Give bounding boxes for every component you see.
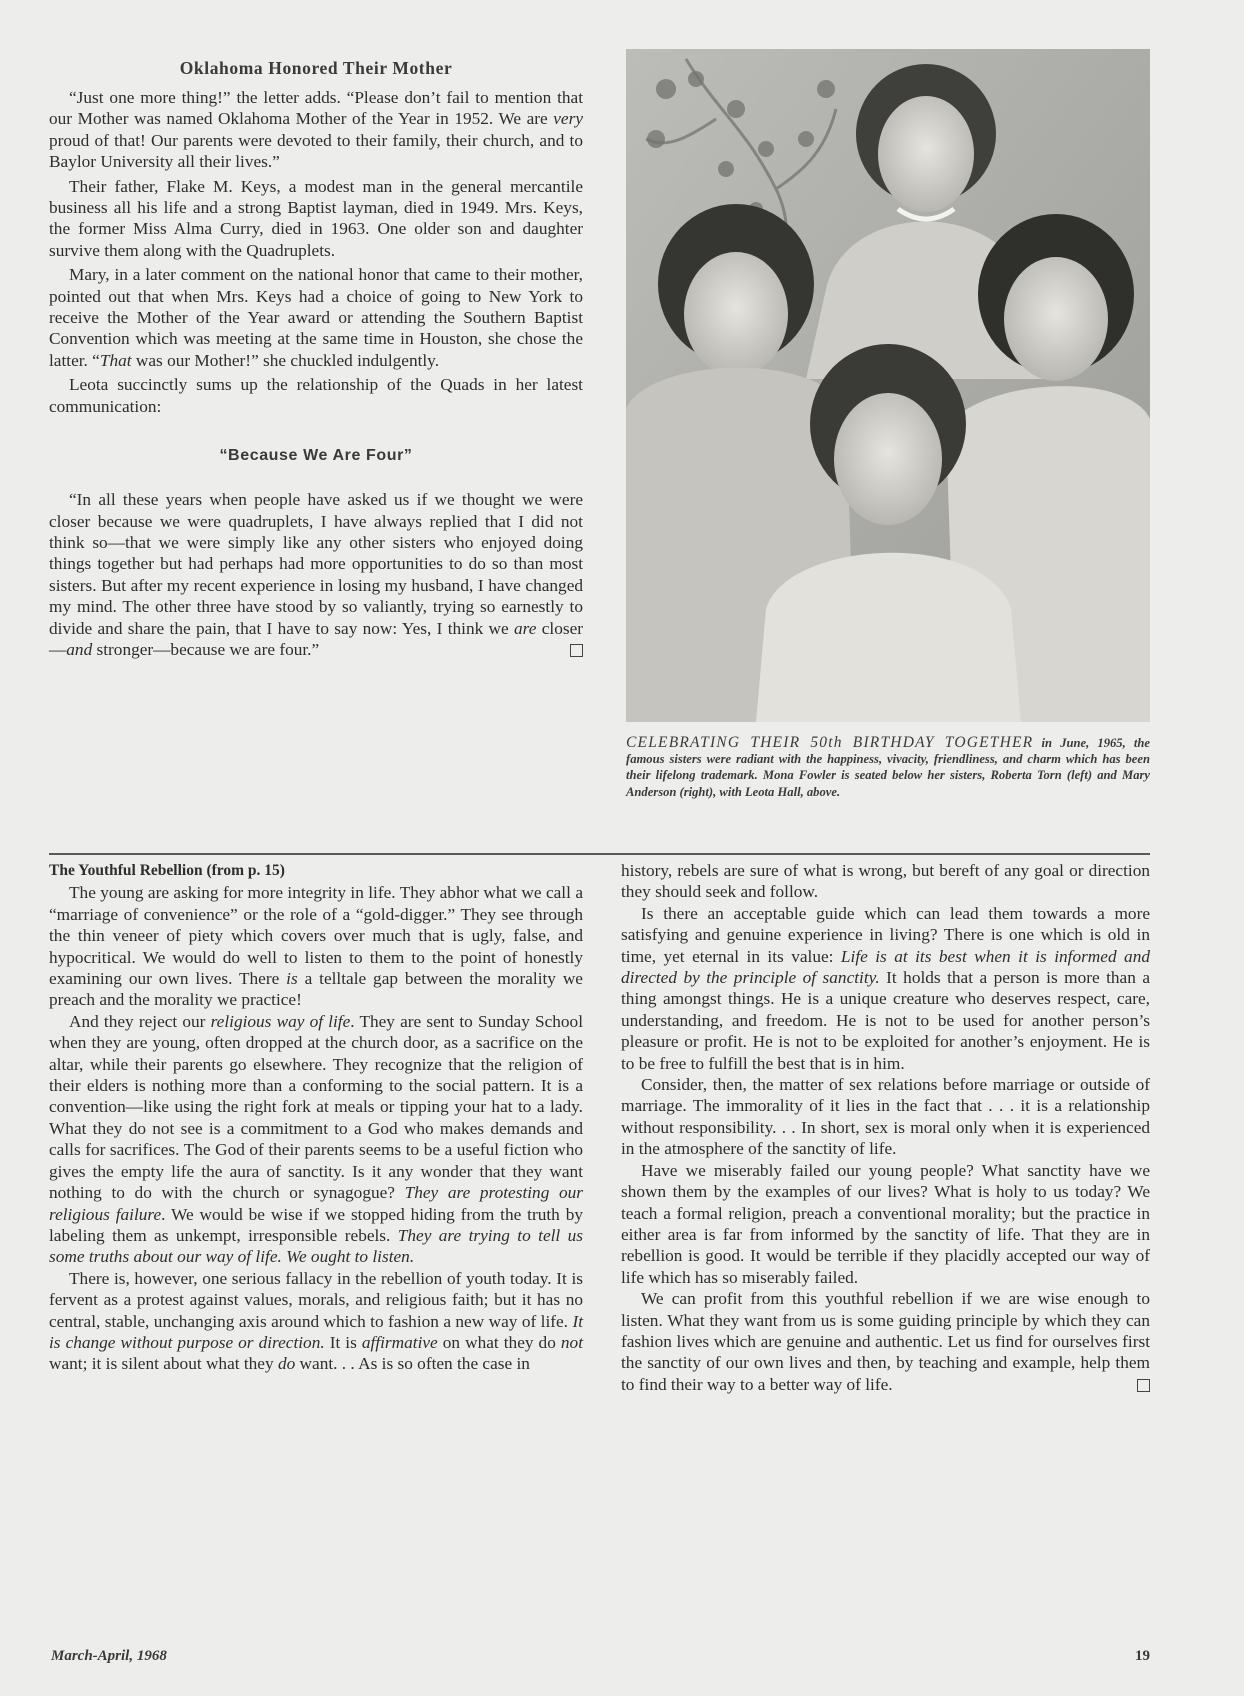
text: “In all these years when people have asked us if we thought we were closer because we were quadruplets, I have always replied that I did not think so—that we were simply like any other sisters who enjoyed doing things together but had perhaps had more opportunities to do so than most sisters. But after my recent experience in losing my husband, I have changed my mind. The other three have stood by so valiantly, trying so earnestly to divide and share the pain, that I have to say now: Yes, I think we bbox=[49, 490, 583, 638]
emphasis: That bbox=[99, 350, 132, 370]
page-number: 19 bbox=[1135, 1648, 1150, 1664]
emphasis: religious way of life bbox=[210, 1011, 351, 1031]
paragraph bbox=[49, 264, 583, 371]
emphasis: They are protesting our religious failure bbox=[49, 1183, 583, 1224]
end-mark-icon bbox=[1137, 1379, 1150, 1392]
paragraph bbox=[49, 1011, 583, 1268]
text: want; it is silent about what they bbox=[49, 1354, 278, 1374]
paragraph: Consider, then, the matter of sex relations before marriage or outside of marriage. The immorality of it lies in the fact that . . . it is a relationship without responsibility. . . In short, sex is moral only when it is experienced in the atmosphere of the sanctity of life. bbox=[621, 1075, 1150, 1159]
emphasis: They are trying to tell us some truths about our way of life. We ought to listen. bbox=[49, 1225, 583, 1267]
caption-text: in June, 1965, the famous sisters were radiant with the happiness, vivacity, friendliness, and charm which has been their lifelong trademark. Mona Fowler is seated below her sisters, Roberta Torn (left) and Mary Anderson (right), with Leota Hall, above. bbox=[626, 736, 1150, 799]
text: . They are sent to Sunday School when they are young, often dropped at the church door, as a sacrifice on the altar, while their parents go elsewhere. They recognize that the religion of their elders is nothing more than a conforming to the social pattern. It is a convention—like using the right fork at meals or tipping your hat to a lady. What they do not see is a commitment to a God who makes demands and calls for sacrifices. The God of their parents seems to be a useful fiction who gives the empty life the aura of sanctity. Is it any wonder that they want nothing to do with the church or synagogue? bbox=[49, 1011, 584, 1203]
paragraph bbox=[621, 903, 1150, 1074]
paragraph bbox=[621, 1288, 1150, 1395]
horizontal-rule bbox=[49, 853, 1150, 855]
emphasis: very bbox=[553, 109, 583, 129]
text: stronger—because we are four.” bbox=[92, 639, 320, 659]
bottom-left-column bbox=[49, 860, 583, 1375]
text: want. . . As is so often the case in bbox=[295, 1354, 530, 1374]
text: And they reject our bbox=[69, 1011, 211, 1031]
text: It is bbox=[324, 1332, 362, 1352]
caption-lead: CELEBRATING THEIR 50th BIRTHDAY TOGETHER bbox=[626, 734, 1034, 751]
end-mark-icon bbox=[570, 644, 583, 657]
emphasis: and bbox=[66, 639, 93, 659]
heading-oklahoma-honored: Oklahoma Honored Their Mother bbox=[179, 58, 453, 78]
emphasis: affirmative bbox=[361, 1332, 438, 1352]
bottom-right-column bbox=[621, 860, 1150, 1395]
paragraph: Leota succinctly sums up the relationship of the Quads in her latest communication: bbox=[49, 375, 583, 416]
emphasis: do bbox=[277, 1354, 296, 1374]
emphasis: are bbox=[514, 618, 537, 638]
issue-date: March-April, 1968 bbox=[51, 1648, 167, 1664]
emphasis: not bbox=[560, 1332, 583, 1352]
paragraph bbox=[49, 882, 583, 1010]
heading-because-we-are-four: “Because We Are Four” bbox=[219, 447, 413, 465]
emphasis: It is change without purpose or direction. bbox=[49, 1311, 583, 1352]
text: Is there an acceptable guide which can lead them towards a more satisfying and genuine experience in living? There is one which is old in time, yet eternal in its value: bbox=[621, 903, 1150, 966]
emphasis: is bbox=[286, 969, 298, 989]
text: The young are asking for more integrity in life. They abhor what we call a “marriage of convenience” or the role of a “gold-digger.” They see through the thin veneer of piety which covers over much that is ugly, false, and hypocritical. We would do well to listen to them to the point of honestly examining our own lives. There bbox=[49, 883, 583, 989]
paragraph bbox=[49, 1268, 583, 1375]
photo-illustration-icon bbox=[626, 49, 1150, 722]
text: We can profit from this youthful rebellion if we are wise enough to listen. What they want from us is some guiding principle by which they can fashion lives which are genuine and authentic. Let us find for ourselves first the sanctity of our own lives and then, by teaching and example, help them to find their way to a better way of life. bbox=[621, 1289, 1150, 1394]
text: on what they do bbox=[437, 1332, 561, 1352]
photo-caption bbox=[626, 735, 1150, 800]
text: It holds that a person is more than a thing amongst things. He is a unique creature who deserves respect, care, understanding, and freedom. He is not to be used for another person’s pleasure or profit. He is not to be exploited for another’s enjoyment. He is to be free to fulfill the best that is in him. bbox=[621, 968, 1150, 1073]
emphasis: Life is at its best when it is informed and directed by the principle of sanctity. bbox=[621, 946, 1150, 988]
text: . We would be wise if we stopped hiding from the truth by labeling them as unkempt, irresponsible rebels. bbox=[49, 1204, 583, 1245]
photo-four-sisters bbox=[626, 49, 1150, 722]
text: “Just one more thing!” the letter adds. “Please don’t fail to mention that our Mother was named Oklahoma Mother of the Year in 1952. We are bbox=[49, 88, 583, 129]
text: proud of that! Our parents were devoted to their family, their church, and to Baylor University all their lives.” bbox=[49, 130, 583, 172]
paragraph bbox=[49, 489, 583, 660]
text: a telltale gap between the morality we preach and the morality we practice! bbox=[49, 969, 583, 1010]
paragraph: Their father, Flake M. Keys, a modest man in the general mercantile business all his life and a strong Baptist layman, died in 1949. Mrs. Keys, the former Miss Alma Curry, died in 1963. One older son and daughter survive them along with the Quadruplets. bbox=[49, 176, 583, 260]
article-subhead: The Youthful Rebellion (from p. 15) bbox=[49, 862, 285, 879]
paragraph bbox=[49, 87, 583, 173]
text: was our Mother!” she chuckled indulgently. bbox=[131, 350, 440, 370]
paragraph: Have we miserably failed our young people? What sanctity have we shown them by the examples of our lives? What is holy to us today? We teach a formal religion, preach a conventional morality; but the practice in either area is far from informed by the sanctity of life. That they are in rebellion is good. It would be terrible if they placidly accepted our way of life which has so miserably failed. bbox=[621, 1160, 1150, 1287]
top-left-column bbox=[49, 58, 583, 660]
text: Mary, in a later comment on the national honor that came to their mother, pointed out that when Mrs. Keys had a choice of going to New York to receive the Mother of the Year award or attending the Southern Baptist Convention which was meeting at the same time in Houston, she chose the latter. “ bbox=[49, 265, 583, 370]
paragraph: history, rebels are sure of what is wrong, but bereft of any goal or direction they should seek and follow. bbox=[621, 861, 1150, 902]
text: closer— bbox=[49, 618, 583, 659]
text: There is, however, one serious fallacy in the rebellion of youth today. It is fervent as a protest against values, morals, and religious faith; but it has no central, stable, unchanging axis around which to fashion a new way of life. bbox=[49, 1268, 583, 1331]
